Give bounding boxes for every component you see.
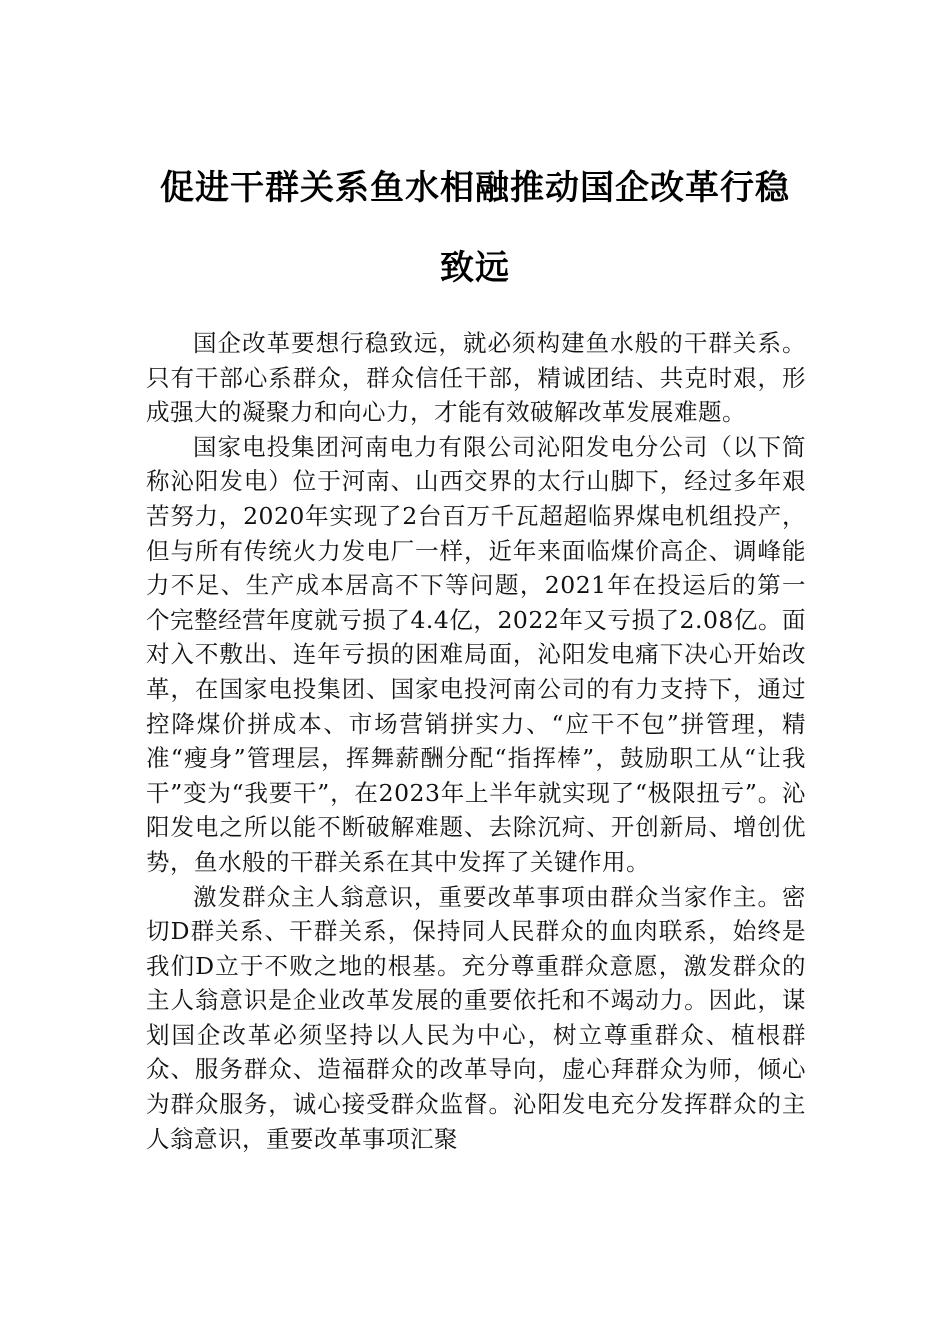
document-title: 促进干群关系鱼水相融推动国企改革行稳致远 xyxy=(160,168,790,288)
paragraph-ownership: 激发群众主人翁意识，重要改革事项由群众当家作主。密切D群关系、干群关系，保持同人民群众的血肉联系，始终是我们D立于不败之地的根基。充分尊重群众意愿，激发群众的主人翁意识是企业改革发展的重要依托和不竭动力。因此，谋划国企改革必须坚持以人民为中心，树立尊重群众、植根群众、服务群众、造福群众的改革导向，虚心拜群众为师，倾心为群众服务，诚心接受群众监督。沁阳发电充分发挥群众的主人翁意识，重要改革事项汇聚 xyxy=(146,882,806,1153)
paragraph-background: 国家电投集团河南电力有限公司沁阳发电分公司（以下简称沁阳发电）位于河南、山西交界的太行山脚下，经过多年艰苦努力，2020年实现了2台百万千瓦超超临界煤电机组投产，但与所有传统火力发电厂一样，近年来面临煤价高企、调峰能力不足、生产成本居高不下等问题，2021年在投运后的第一个完整经营年度就亏损了4.4亿，2022年又亏损了2.08亿。面对入不敷出、连年亏损的困难局面，沁阳发电痛下决心开始改革，在国家电投集团、国家电投河南公司的有力支持下，通过控降煤价拼成本、市场营销拼实力、“应干不包”拼管理，精准“瘦身”管理层，挥舞薪酬分配“指挥棒”，鼓励职工从“让我干”变为“我要干”，在2023年上半年就实现了“极限扭亏”。沁阳发电之所以能不断破解难题、去除沉疴、开创新局、增创优势，鱼水般的干群关系在其中发挥了关键作用。 xyxy=(146,432,806,876)
document-body xyxy=(146,326,806,1156)
paragraph-intro: 国企改革要想行稳致远，就必须构建鱼水般的干群关系。只有干部心系群众，群众信任干部，精诚团结、共克时艰，形成强大的凝聚力和向心力，才能有效破解改革发展难题。 xyxy=(146,329,806,427)
